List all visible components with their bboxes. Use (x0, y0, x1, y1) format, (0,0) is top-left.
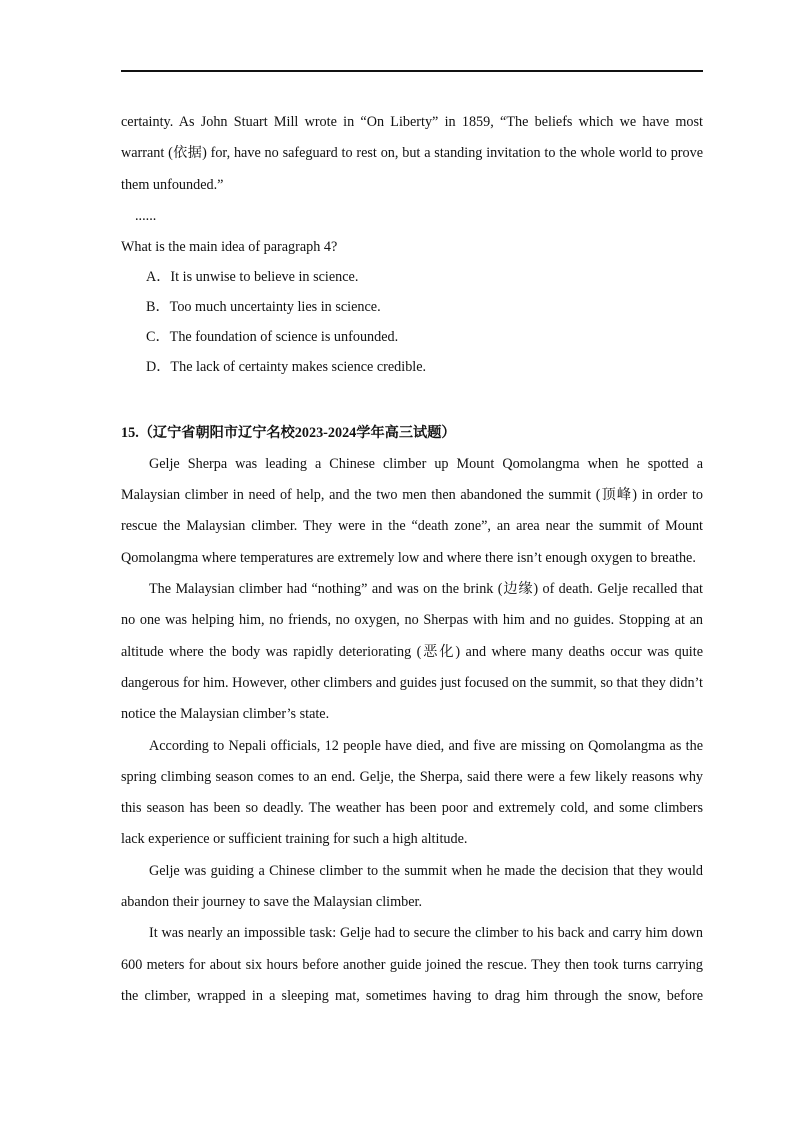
option-c: C．The foundation of science is unfounded. (146, 328, 399, 345)
option-d: D．The lack of certainty makes science credible. (146, 358, 427, 375)
page-content (121, 107, 703, 1012)
option-a: A．It is unwise to believe in science. (146, 268, 359, 285)
header-rule (121, 70, 703, 72)
intro-paragraph: certainty. As John Stuart Mill wrote in “On Liberty” in 1859, “The beliefs which we have most warrant (依据) for, have no safeguard to rest on, but a standing invitation to the whole world to prove them unfounded.” (121, 114, 703, 193)
passage-paragraph-5: It was nearly an impossible task: Gelje had to secure the climber to his back and carry him down 600 meters for about six hours before another guide joined the rescue. They then took turns carrying the climber, wrapped in a sleeping mat, sometimes having to drag him through the snow, before (121, 925, 703, 1004)
passage-paragraph-3: According to Nepali officials, 12 people have died, and five are missing on Qomolangma as the spring climbing season comes to an end. Gelje, the Sherpa, said there were a few likely reasons why this season has been so deadly. The weather has been poor and extremely cold, and some climbers lack experience or sufficient training for such a high altitude. (121, 737, 703, 848)
passage-paragraph-4: Gelje was guiding a Chinese climber to the summit when he made the decision that they would abandon their journey to save the Malaysian climber. (121, 862, 703, 911)
question-text: What is the main idea of paragraph 4? (121, 238, 338, 255)
section-heading: 15.（辽宁省朝阳市辽宁名校2023-2024学年高三试题） (121, 424, 456, 441)
ellipsis: ...... (135, 207, 157, 224)
passage-paragraph-2: The Malaysian climber had “nothing” and was on the brink (边缘) of death. Gelje recalled that no one was helping him, no friends, no oxygen, no Sherpas with him and no guides. Stopping at an altitude where the body was rapidly deteriorating (恶化) and where many deaths occur was quite dangerous for him. However, other climbers and guides just focused on the summit, so that they didn’t notice the Malaysian climber’s state. (121, 581, 703, 723)
passage-paragraph-1: Gelje Sherpa was leading a Chinese climber up Mount Qomolangma when he spotted a Malaysian climber in need of help, and the two men then abandoned the summit (顶峰) in order to rescue the Malaysian climber. They were in the “death zone”, an area near the summit of Mount Qomolangma where temperatures are extremely low and where there isn’t enough oxygen to breathe. (121, 455, 703, 566)
option-b: B．Too much uncertainty lies in science. (146, 298, 381, 315)
